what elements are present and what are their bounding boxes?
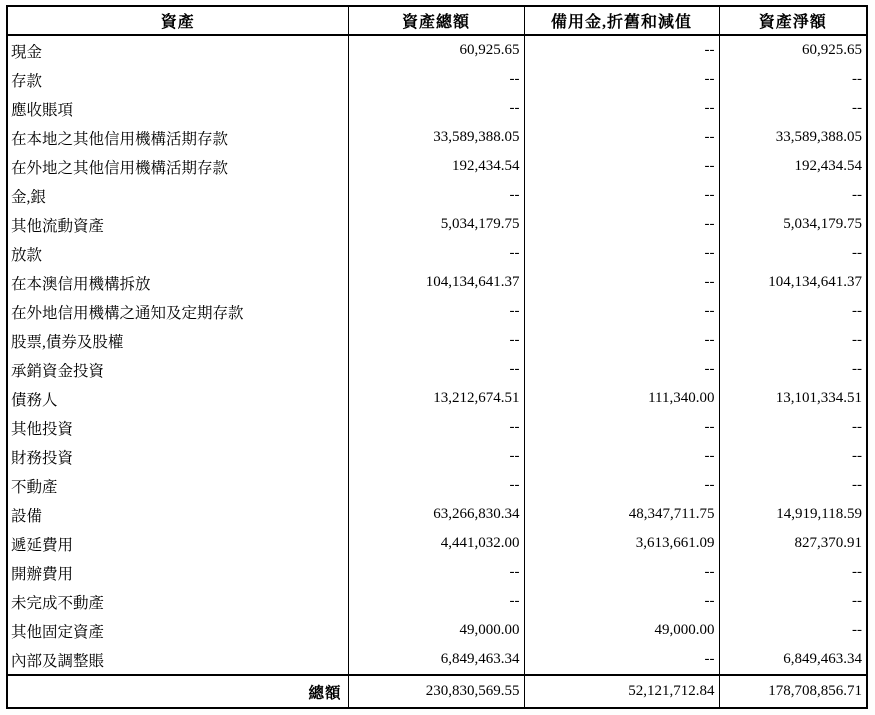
table-row xyxy=(7,471,867,500)
table-row xyxy=(7,35,867,65)
gross-amount: -- xyxy=(348,297,524,326)
table-row xyxy=(7,616,867,645)
provision-amount: -- xyxy=(524,442,719,471)
gross-amount: -- xyxy=(348,239,524,268)
provision-amount: -- xyxy=(524,297,719,326)
provision-amount: 111,340.00 xyxy=(524,384,719,413)
provision-amount: 49,000.00 xyxy=(524,616,719,645)
table-row xyxy=(7,645,867,675)
assets-table xyxy=(6,5,868,709)
table-row xyxy=(7,239,867,268)
column-header-gross: 資產總額 xyxy=(348,6,524,35)
asset-label: 其他投資 xyxy=(7,413,348,442)
gross-amount: -- xyxy=(348,587,524,616)
gross-amount: 6,849,463.34 xyxy=(348,645,524,675)
net-amount: 14,919,118.59 xyxy=(719,500,867,529)
table-row xyxy=(7,152,867,181)
total-gross-value: 230,830,569.55 xyxy=(348,675,524,708)
provision-amount: -- xyxy=(524,210,719,239)
provision-amount: -- xyxy=(524,152,719,181)
table-row xyxy=(7,326,867,355)
gross-amount: 104,134,641.37 xyxy=(348,268,524,297)
asset-label: 在外地信用機構之通知及定期存款 xyxy=(7,297,348,326)
table-row xyxy=(7,413,867,442)
provision-amount: -- xyxy=(524,558,719,587)
gross-amount: -- xyxy=(348,471,524,500)
provision-amount: -- xyxy=(524,65,719,94)
table-row xyxy=(7,65,867,94)
net-amount: 104,134,641.37 xyxy=(719,268,867,297)
gross-amount: 49,000.00 xyxy=(348,616,524,645)
scanned-balance-sheet-page xyxy=(6,5,868,709)
asset-label: 應收賬項 xyxy=(7,94,348,123)
net-amount: -- xyxy=(719,587,867,616)
net-amount: 827,370.91 xyxy=(719,529,867,558)
gross-amount: -- xyxy=(348,326,524,355)
net-amount: -- xyxy=(719,326,867,355)
gross-amount: -- xyxy=(348,442,524,471)
gross-amount: 63,266,830.34 xyxy=(348,500,524,529)
asset-label: 債務人 xyxy=(7,384,348,413)
table-row xyxy=(7,587,867,616)
gross-amount: 5,034,179.75 xyxy=(348,210,524,239)
provision-amount: -- xyxy=(524,268,719,297)
provision-amount: -- xyxy=(524,239,719,268)
asset-label: 在本地之其他信用機構活期存款 xyxy=(7,123,348,152)
net-amount: -- xyxy=(719,413,867,442)
net-amount: -- xyxy=(719,471,867,500)
total-row-label: 總額 xyxy=(7,675,348,708)
provision-amount: -- xyxy=(524,645,719,675)
net-amount: -- xyxy=(719,65,867,94)
asset-label: 設備 xyxy=(7,500,348,529)
asset-label: 其他固定資產 xyxy=(7,616,348,645)
table-row xyxy=(7,529,867,558)
total-provision-value: 52,121,712.84 xyxy=(524,675,719,708)
provision-amount: 48,347,711.75 xyxy=(524,500,719,529)
table-row xyxy=(7,384,867,413)
provision-amount: -- xyxy=(524,35,719,65)
column-header-provisions: 備用金,折舊和減值 xyxy=(524,6,719,35)
gross-amount: 192,434.54 xyxy=(348,152,524,181)
gross-amount: -- xyxy=(348,65,524,94)
total-row xyxy=(7,675,867,708)
provision-amount: -- xyxy=(524,355,719,384)
table-row xyxy=(7,297,867,326)
asset-label: 財務投資 xyxy=(7,442,348,471)
gross-amount: -- xyxy=(348,355,524,384)
gross-amount: 13,212,674.51 xyxy=(348,384,524,413)
asset-label: 在本澳信用機構拆放 xyxy=(7,268,348,297)
provision-amount: -- xyxy=(524,123,719,152)
table-row xyxy=(7,268,867,297)
provision-amount: -- xyxy=(524,326,719,355)
net-amount: 60,925.65 xyxy=(719,35,867,65)
column-header-net: 資產淨額 xyxy=(719,6,867,35)
gross-amount: 33,589,388.05 xyxy=(348,123,524,152)
table-row xyxy=(7,210,867,239)
table-row xyxy=(7,123,867,152)
gross-amount: -- xyxy=(348,413,524,442)
column-header-assets: 資產 xyxy=(7,6,348,35)
table-row xyxy=(7,94,867,123)
asset-label: 內部及調整賬 xyxy=(7,645,348,675)
provision-amount: -- xyxy=(524,94,719,123)
provision-amount: -- xyxy=(524,587,719,616)
asset-label: 其他流動資產 xyxy=(7,210,348,239)
asset-label: 未完成不動產 xyxy=(7,587,348,616)
header-row xyxy=(7,6,867,35)
net-amount: -- xyxy=(719,355,867,384)
net-amount: -- xyxy=(719,442,867,471)
total-net-value: 178,708,856.71 xyxy=(719,675,867,708)
gross-amount: -- xyxy=(348,181,524,210)
net-amount: -- xyxy=(719,616,867,645)
net-amount: 33,589,388.05 xyxy=(719,123,867,152)
gross-amount: -- xyxy=(348,558,524,587)
provision-amount: -- xyxy=(524,471,719,500)
net-amount: -- xyxy=(719,239,867,268)
asset-label: 在外地之其他信用機構活期存款 xyxy=(7,152,348,181)
gross-amount: -- xyxy=(348,94,524,123)
table-row xyxy=(7,355,867,384)
asset-label: 現金 xyxy=(7,35,348,65)
asset-label: 遞延費用 xyxy=(7,529,348,558)
asset-label: 金,銀 xyxy=(7,181,348,210)
asset-label: 股票,債券及股權 xyxy=(7,326,348,355)
net-amount: 192,434.54 xyxy=(719,152,867,181)
net-amount: -- xyxy=(719,558,867,587)
gross-amount: 4,441,032.00 xyxy=(348,529,524,558)
asset-label: 承銷資金投資 xyxy=(7,355,348,384)
table-body xyxy=(7,35,867,675)
net-amount: -- xyxy=(719,181,867,210)
net-amount: 6,849,463.34 xyxy=(719,645,867,675)
gross-amount: 60,925.65 xyxy=(348,35,524,65)
table-row xyxy=(7,442,867,471)
asset-label: 存款 xyxy=(7,65,348,94)
net-amount: -- xyxy=(719,94,867,123)
asset-label: 放款 xyxy=(7,239,348,268)
net-amount: 13,101,334.51 xyxy=(719,384,867,413)
net-amount: 5,034,179.75 xyxy=(719,210,867,239)
table-row xyxy=(7,500,867,529)
provision-amount: 3,613,661.09 xyxy=(524,529,719,558)
table-row xyxy=(7,558,867,587)
asset-label: 不動產 xyxy=(7,471,348,500)
provision-amount: -- xyxy=(524,181,719,210)
provision-amount: -- xyxy=(524,413,719,442)
asset-label: 開辦費用 xyxy=(7,558,348,587)
table-row xyxy=(7,181,867,210)
net-amount: -- xyxy=(719,297,867,326)
